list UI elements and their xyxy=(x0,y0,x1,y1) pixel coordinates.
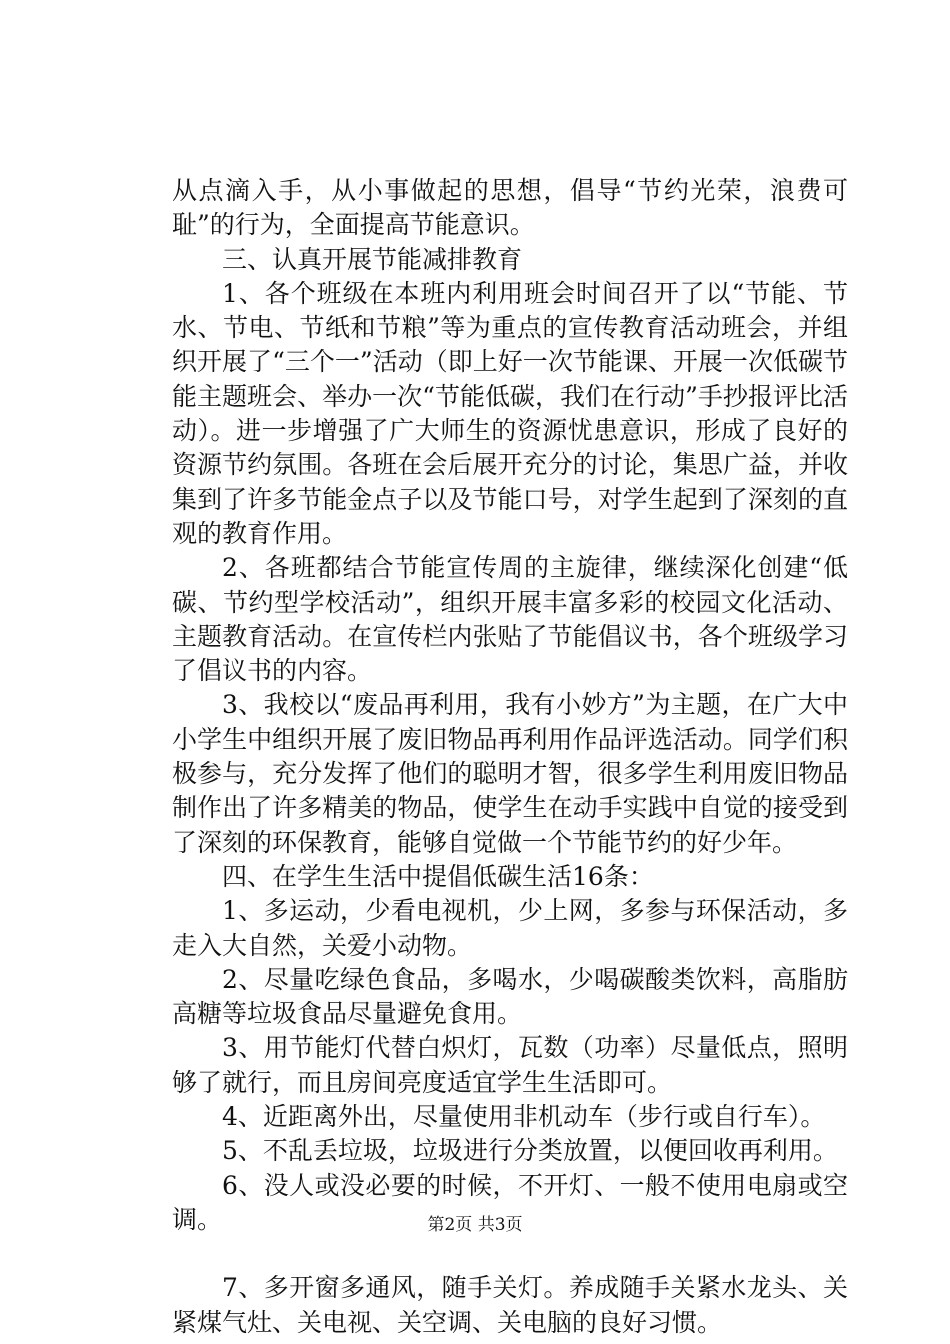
paragraph-item-2: 2、各班都结合节能宣传周的主旋律，继续深化创建“低碳、节约型学校活动”，组织开展丰富多彩的校园文化活动、主题教育活动。在宣传栏内张贴了节能倡议书，各个班级学习了倡议书的内容。 xyxy=(172,553,848,686)
list-item-7: 7、多开窗多通风，随手关灯。养成随手关紧水龙头、关紧煤气灶、关电视、关空调、关电脑的良好习惯。 xyxy=(172,1273,848,1337)
document-body xyxy=(172,174,848,1340)
list-item-2: 2、尽量吃绿色食品，多喝水，少喝碳酸类饮料，高脂肪高糖等垃圾食品尽量避免食用。 xyxy=(172,964,848,1029)
blank-line xyxy=(172,1237,848,1271)
paragraph-item-3: 3、我校以“废品再利用，我有小妙方”为主题，在广大中小学生中组织开展了废旧物品再利用作品评选活动。同学们积极参与，充分发挥了他们的聪明才智，很多学生利用废旧物品制作出了许多精美的物品，使学生在动手实践中自觉的接受到了深刻的环保教育，能够自觉做一个节能节约的好少年。 xyxy=(172,690,848,857)
section-heading-3: 三、认真开展节能减排教育 xyxy=(222,244,523,274)
paragraph-item-1: 1、各个班级在本班内利用班会时间召开了以“节能、节水、节电、节纸和节粮”等为重点的宣传教育活动班会，并组织开展了“三个一”活动（即上好一次节能课、开展一次低碳节能主题班会、举办一次“节能低碳，我们在行动”手抄报评比活动）。进一步增强了广大师生的资源忧患意识，形成了良好的资源节约氛围。各班在会后展开充分的讨论，集思广益，并收集到了许多节能金点子以及节能口号，对学生起到了深刻的直观的教育作用。 xyxy=(172,278,848,548)
section-heading-4: 四、在学生生活中提倡低碳生活16条： xyxy=(222,861,654,891)
list-item-6: 6、没人或没必要的时候，不开灯、一般不使用电扇或空调。 xyxy=(172,1170,848,1234)
list-item-1: 1、多运动，少看电视机，少上网，多参与环保活动，多走入大自然，关爱小动物。 xyxy=(172,896,848,960)
list-item-4: 4、近距离外出，尽量使用非机动车（步行或自行车）。 xyxy=(222,1102,826,1132)
list-item-5: 5、不乱丢垃圾，垃圾进行分类放置，以便回收再利用。 xyxy=(222,1136,838,1166)
list-item-3: 3、用节能灯代替白炽灯，瓦数（功率）尽量低点，照明够了就行，而且房间亮度适宜学生生活即可。 xyxy=(172,1033,848,1097)
paragraph-continuation: 从点滴入手，从小事做起的思想，倡导“节约光荣，浪费可耻”的行为，全面提高节能意识。 xyxy=(172,176,848,240)
page-footer: 第2页 共3页 xyxy=(427,1215,523,1235)
